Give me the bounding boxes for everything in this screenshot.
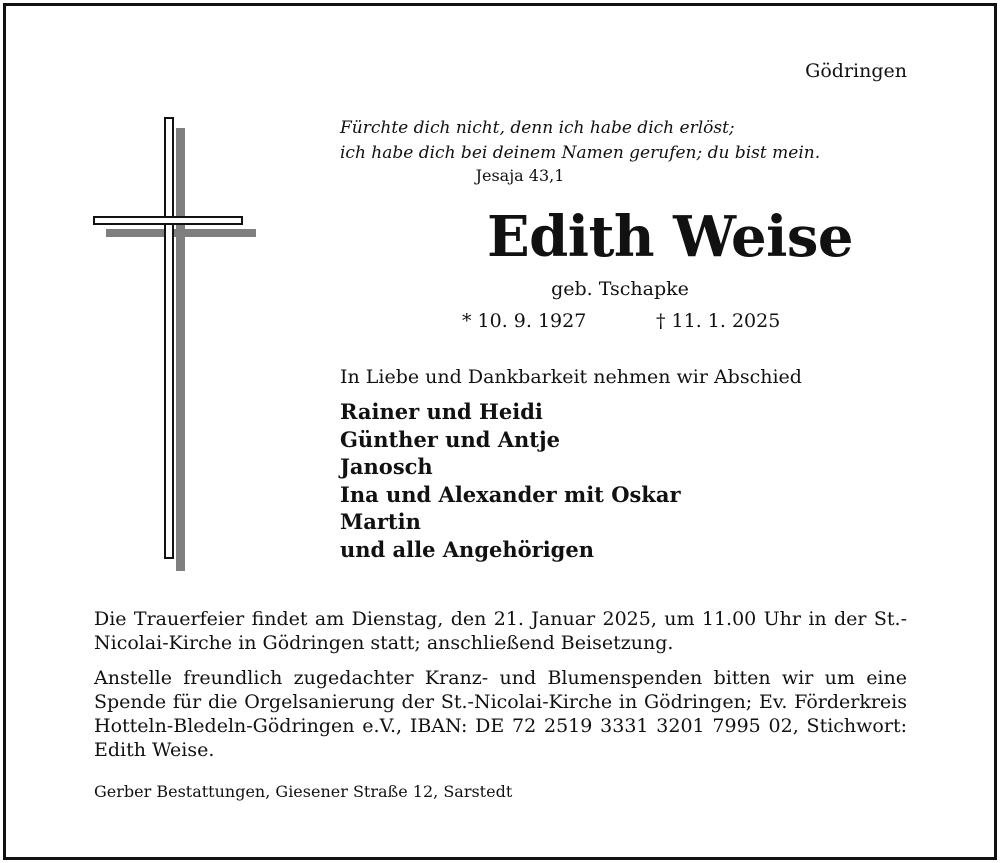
mourners-list [340,398,681,564]
verse-reference: Jesaja 43,1 [475,166,565,185]
mourner-item: Janosch [340,454,433,480]
farewell-intro: In Liebe und Dankbarkeit nehmen wir Abschied [340,366,802,388]
mourner-item: Ina und Alexander mit Oskar [340,481,681,507]
mourner-item: und alle Angehörigen [340,536,594,562]
mourner-item: Günther und Antje [340,426,560,452]
place-name: Gödringen [805,60,907,82]
verse-line-1: Fürchte dich nicht, denn ich habe dich erlöst; [340,118,735,138]
mourner-item: Martin [340,509,421,535]
funeral-home: Gerber Bestattungen, Giesener Straße 12, Sarstedt [94,782,513,801]
deceased-name: Edith Weise [486,204,854,270]
mourner-item: Rainer und Heidi [340,399,543,424]
birth-date: * 10. 9. 1927 [462,310,587,332]
death-date: † 11. 1. 2025 [656,310,781,332]
ceremony-paragraph: Die Trauerfeier findet am Dienstag, den 21. Januar 2025, um 11.00 Uhr in der St.-Nicolai-Kirche in Gödringen statt; anschließend Beisetzung. [94,608,907,654]
birth-name: geb. Tschapke [551,278,689,300]
cross-icon [90,115,260,575]
verse-line-2: ich habe dich bei deinem Namen gerufen; du bist mein. [340,143,821,163]
bible-verse [340,116,820,166]
donation-paragraph: Anstelle freundlich zugedachter Kranz- und Blumenspenden bitten wir um eine Spende für die Orgelsanierung der St.-Nicolai-Kirche in Gödringen; Ev. Förderkreis Hotteln-Bledeln-Gödringen e.V., IBAN: DE 72 2519 3331 3201 7995 02, Stichwort: Edith Weise. [94,667,907,761]
